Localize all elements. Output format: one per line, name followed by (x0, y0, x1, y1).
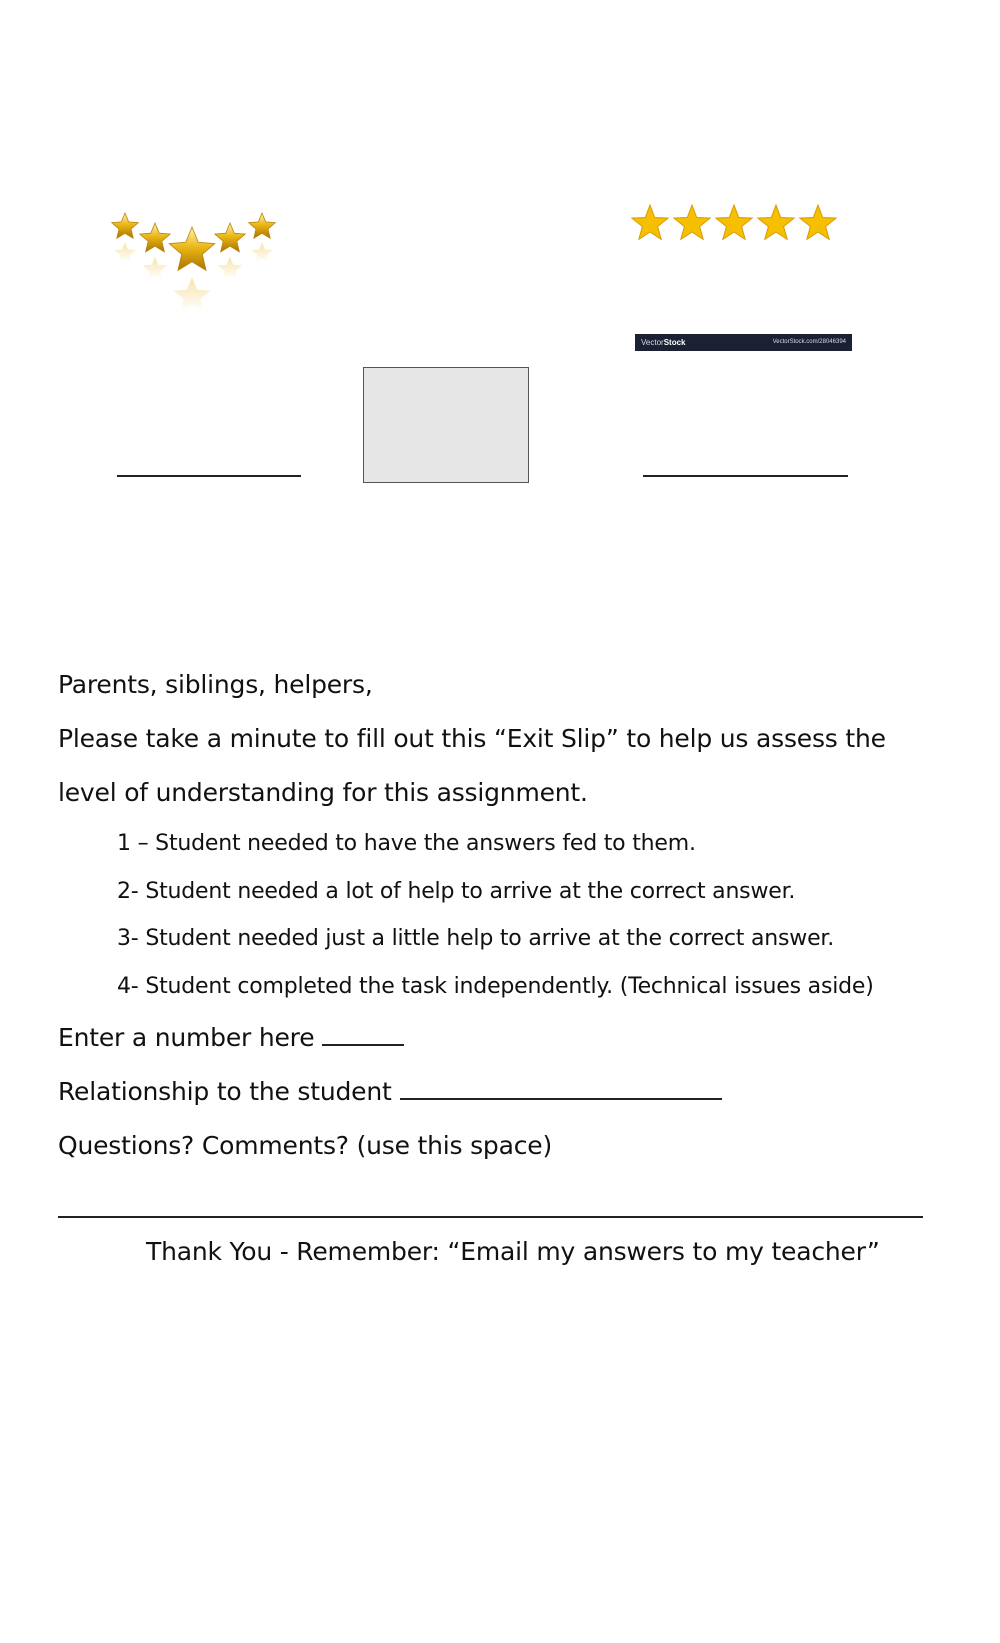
gold-star-icon (112, 213, 139, 238)
relationship-prompt-row (58, 1077, 722, 1106)
gold-star-icon (169, 227, 215, 270)
number-prompt-row (58, 1023, 404, 1052)
gold-star-icon (215, 223, 245, 252)
gold-star-reflection-icon (218, 257, 242, 280)
intro-line-1: Please take a minute to fill out this “Exit Slip” to help us assess the (58, 724, 886, 753)
scale-item-4: 4- Student completed the task independently. (Technical issues aside) (117, 974, 874, 999)
yellow-star-icon (632, 205, 668, 239)
comments-prompt: Questions? Comments? (use this space) (58, 1131, 552, 1160)
greeting: Parents, siblings, helpers, (58, 670, 373, 699)
scale-item-2: 2- Student needed a lot of help to arrive at the correct answer. (117, 879, 796, 904)
comments-entry-line[interactable] (58, 1216, 923, 1218)
number-prompt-label: Enter a number here (58, 1023, 315, 1052)
yellow-star-icon (716, 205, 752, 239)
answer-drop-box[interactable] (363, 367, 529, 483)
closing-note: Thank You - Remember: “Email my answers to my teacher” (146, 1237, 880, 1266)
intro-line-2: level of understanding for this assignment. (58, 778, 588, 807)
relationship-prompt-label: Relationship to the student (58, 1077, 392, 1106)
scale-item-1: 1 – Student needed to have the answers fed to them. (117, 831, 696, 856)
yellow-star-icon (800, 205, 836, 239)
gold-star-reflection-icon (251, 242, 272, 262)
number-entry-blank[interactable] (322, 1040, 404, 1046)
yellow-star-icon (758, 205, 794, 239)
stock-brand: VectorStock (641, 338, 686, 347)
gold-star-reflection-icon (143, 257, 167, 280)
five-stars-icon (630, 200, 850, 246)
gold-star-icon (140, 223, 170, 252)
scale-item-3: 3- Student needed just a little help to arrive at the correct answer. (117, 926, 835, 951)
gold-star-reflection-icon (114, 242, 135, 262)
gold-stars-icon (100, 205, 300, 315)
stock-watermark-banner (635, 334, 852, 351)
gold-star-reflection-icon (174, 277, 211, 312)
relationship-entry-blank[interactable] (400, 1094, 722, 1100)
answer-blank-right[interactable] (643, 475, 848, 477)
gold-star-icon (249, 213, 276, 238)
yellow-star-icon (674, 205, 710, 239)
stock-reference: VectorStock.com/28046394 (772, 339, 846, 345)
answer-blank-left[interactable] (117, 475, 301, 477)
